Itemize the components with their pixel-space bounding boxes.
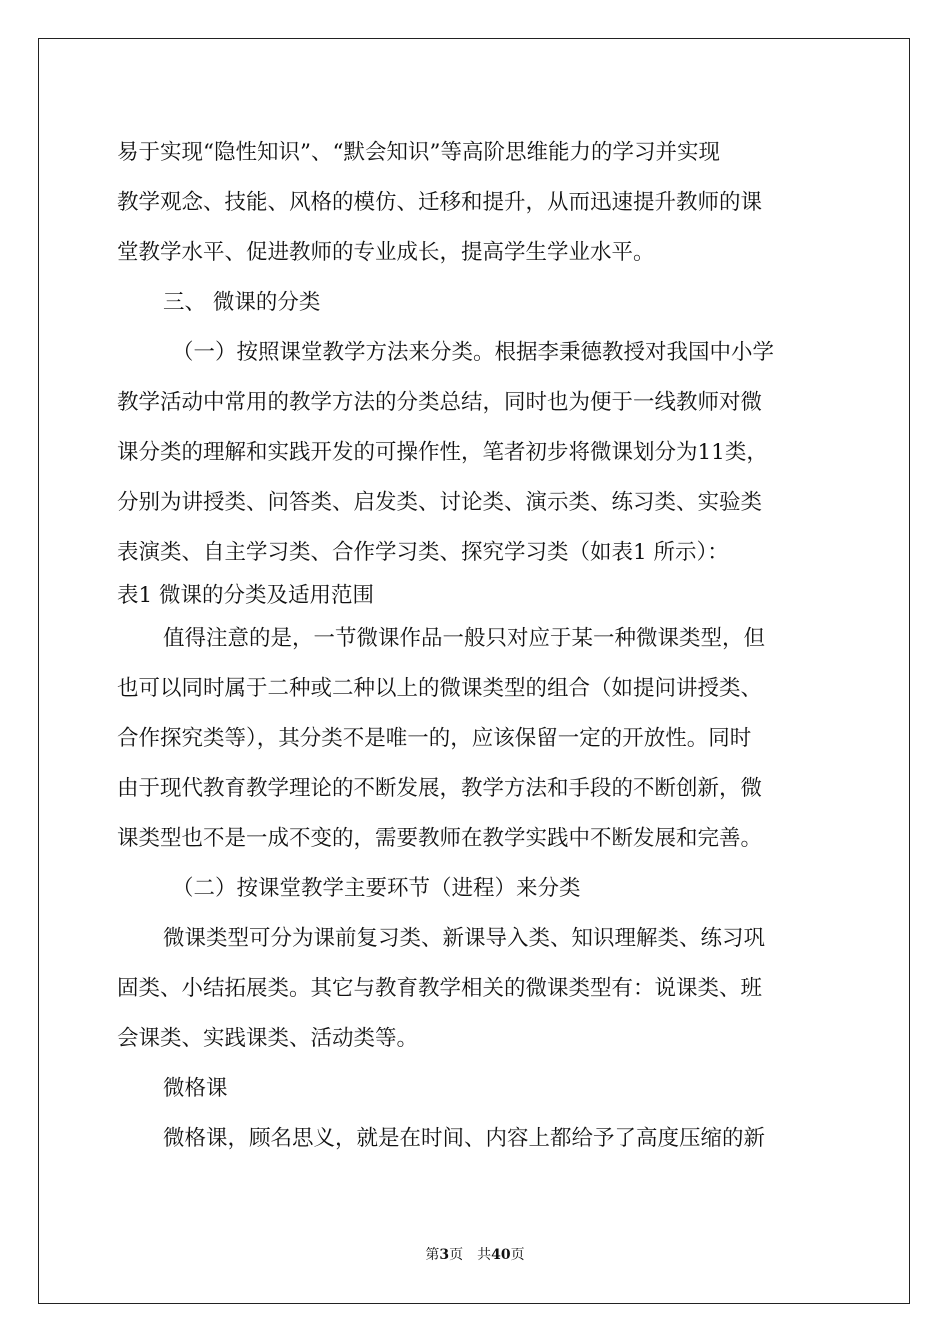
paragraph-line: 课类型也不是一成不变的，需要教师在教学实践中不断发展和完善。 [117,826,763,851]
paragraph-line: 分别为讲授类、问答类、启发类、讨论类、演示类、练习类、实验类 [117,490,763,515]
paragraph-line: 教学活动中常用的教学方法的分类总结，同时也为便于一线教师对微 [117,390,763,415]
paragraph-line: 表演类、自主学习类、合作学习类、探究学习类（如表1 所示）： [117,540,729,565]
paragraph-line: 合作探究类等），其分类不是唯一的，应该保留一定的开放性。同时 [117,726,752,751]
paragraph-line: 会课类、实践课类、活动类等。 [117,1026,419,1051]
footer-page-number: 3 [439,1247,450,1263]
footer-total-pages: 40 [491,1247,511,1263]
paragraph-line: 固类、小结拓展类。其它与教育教学相关的微课类型有：说课类、班 [117,976,763,1001]
footer-suffix: 页 [510,1247,525,1263]
paragraph-line: 课分类的理解和实践开发的可操作性，笔者初步将微课划分为11类， [117,440,768,465]
paragraph-line: 值得注意的是，一节微课作品一般只对应于某一种微课类型，但 [163,626,766,651]
page-footer [0,1244,950,1264]
document-body [117,128,837,1164]
paragraph-line: 由于现代教育教学理论的不断发展，教学方法和手段的不断创新，微 [117,776,763,801]
paragraph-line: 易于实现“隐性知识”、“默会知识”等高阶思维能力的学习并实现 [117,140,720,165]
paragraph-line: 堂教学水平、促进教师的专业成长，提高学生学业水平。 [117,240,655,265]
section-heading: 三、 微课的分类 [163,290,321,315]
subsection-heading: （二）按课堂教学主要环节（进程）来分类 [172,876,581,901]
paragraph-line: 也可以同时属于二种或二种以上的微课类型的组合（如提问讲授类、 [117,676,763,701]
paragraph-line: 微格课，顾名思义，就是在时间、内容上都给予了高度压缩的新 [163,1126,766,1151]
paragraph-line: 微课类型可分为课前复习类、新课导入类、知识理解类、练习巩 [163,926,766,951]
paragraph-line: 教学观念、技能、风格的模仿、迁移和提升，从而迅速提升教师的课 [117,190,763,215]
table-caption: 表1 微课的分类及适用范围 [117,583,375,608]
footer-middle: 页 共 [449,1247,492,1263]
subsection-heading: （一）按照课堂教学方法来分类。根据李秉德教授对我国中小学 [172,340,775,365]
footer-prefix: 第 [425,1247,440,1263]
subheading-microteaching: 微格课 [163,1076,228,1101]
